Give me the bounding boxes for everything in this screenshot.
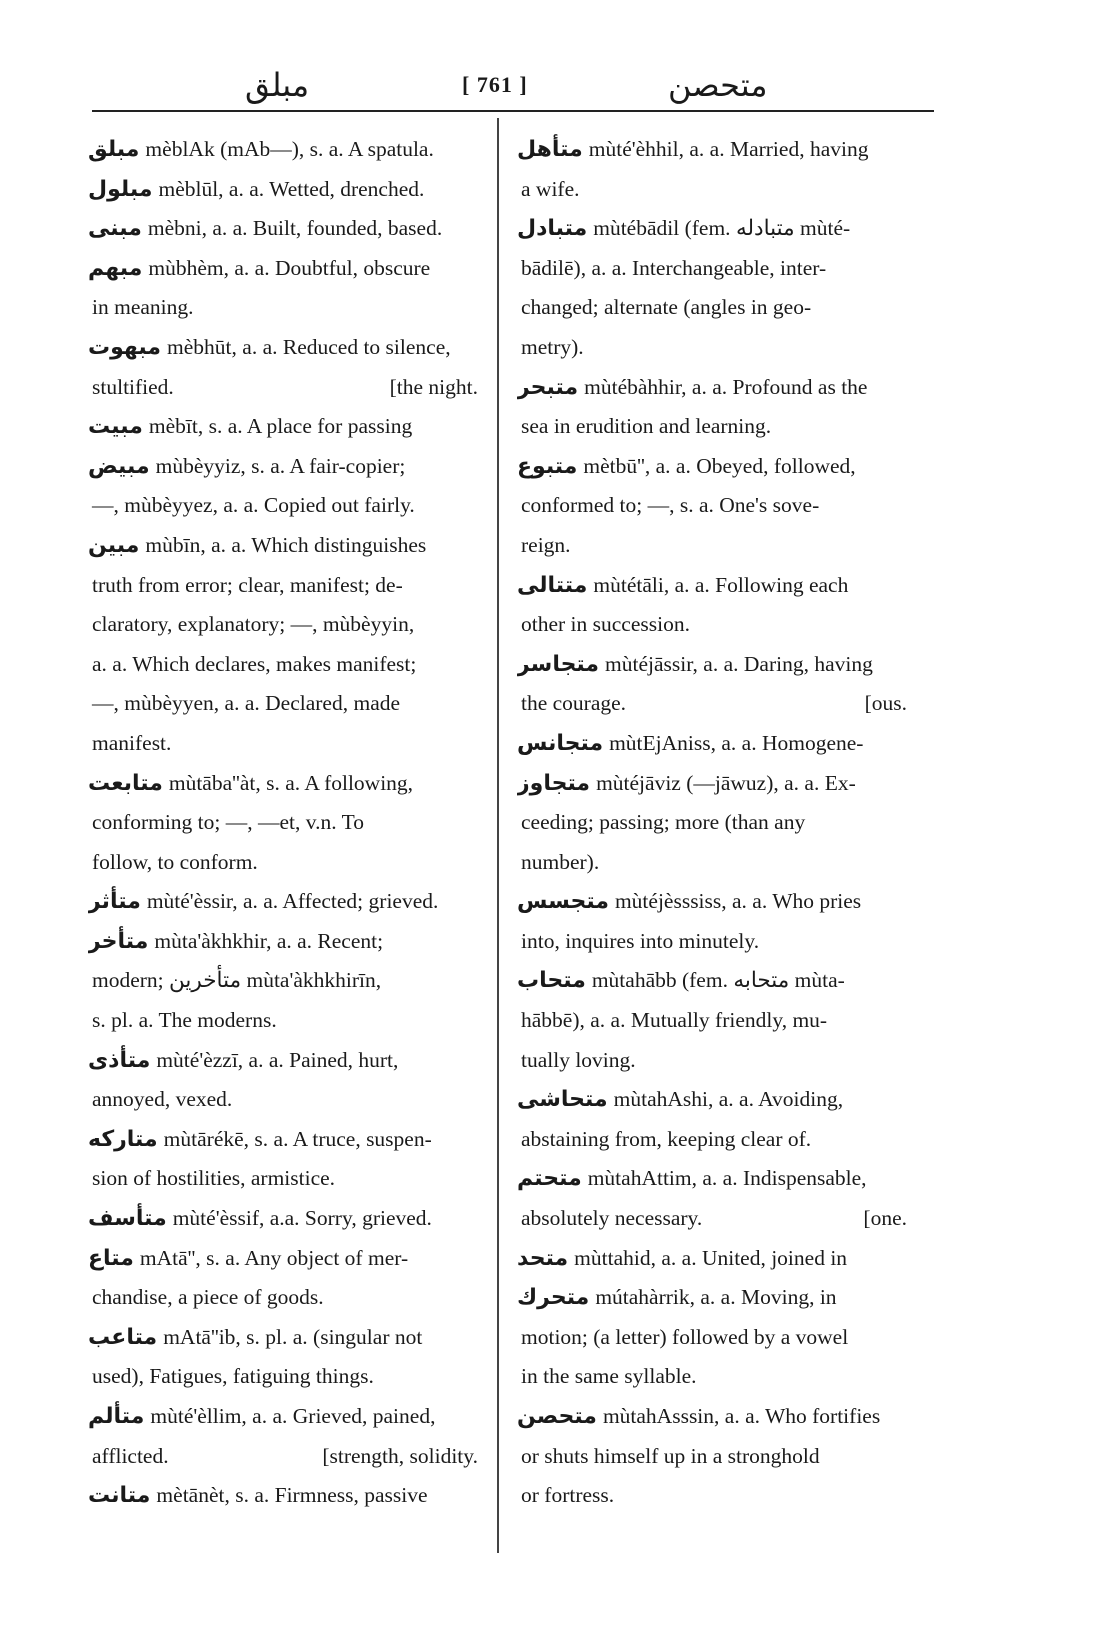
entry-line [88,645,478,685]
entry-line [517,1239,907,1279]
entry-text: mètbū'', a. a. Obeyed, followed, [583,453,856,478]
header-rule [92,110,934,112]
entry-text: changed; alternate (angles in geo- [521,295,812,320]
arabic-headword: متجسس [517,889,609,915]
entry-line [88,1080,478,1120]
entry-text: mùtāba''àt, s. a. A following, [168,770,414,795]
entry-line [517,1437,907,1477]
entry-text: bādilē), a. a. Interchangeable, inter- [521,255,827,280]
entry-text: mùté'èllim, a. a. Grieved, pained, [150,1404,436,1428]
entry-line [517,328,907,368]
arabic-headword: متحصن [517,1404,597,1429]
entry-line [517,526,907,566]
entry-text: mùttahid, a. a. United, joined in [574,1245,848,1270]
entry-line [517,170,907,210]
entry-line [88,1159,478,1199]
entry-line [88,209,478,249]
arabic-headword: متابعت [88,770,163,796]
entry-line [88,724,478,764]
entry-text: abstaining from, keeping clear of. [521,1126,812,1151]
entry-text: chandise, a piece of goods. [92,1285,324,1310]
entry-line [517,724,907,764]
entry-line [517,1080,907,1120]
entry-line [88,1199,478,1239]
entry-line [88,249,478,289]
entry-text: mAtā''ib, s. pl. a. (singular not [163,1324,423,1349]
entry-line [88,922,478,962]
entry-text: hābbē), a. a. Mutually friendly, mu- [521,1008,828,1033]
arabic-headword: متحرك [517,1285,590,1311]
entry-text: mèblūl, a. a. Wetted, drenched. [158,176,425,201]
entry-line [517,407,907,447]
entry-text: mùtahābb (fem. متحابه mùta- [591,968,845,993]
entry-text: or fortress. [521,1483,615,1508]
entry-text: number). [521,849,600,874]
arabic-headword: متبحر [517,374,579,400]
entry-line [517,1001,907,1041]
entry-line [88,486,478,526]
arabic-headword: مبنى [88,216,142,242]
entry-line [517,922,907,962]
entry-line [88,1041,478,1081]
arabic-headword: متجانس [517,730,604,756]
entry-text: afflicted. [92,1443,169,1468]
arabic-headword: متجاوز [517,770,591,796]
entry-text: mùtéjèsssiss, a. a. Who pries [614,889,862,914]
entry-text: mùtébādil (fem. متبادله mùté- [593,216,851,241]
entry-line [517,684,907,724]
entry-text: mAtā'', s. a. Any object of mer- [139,1245,409,1270]
entry-line [88,1001,478,1041]
entry-text: sea in erudition and learning. [521,414,772,439]
entry-text: or shuts himself up in a stronghold [521,1443,820,1468]
entry-line [517,486,907,526]
entry-text: —, mùbèyyez, a. a. Copied out fairly. [92,493,415,518]
entry-line [517,1041,907,1081]
arabic-headword: متاعب [88,1324,158,1350]
arabic-headword: متأثر [88,889,141,915]
entry-text: mùbèyyiz, s. a. A fair-copier; [155,453,406,478]
arabic-headword: متأسف [88,1206,167,1232]
arabic-headword: متحاب [517,968,586,994]
entry-line [88,1239,478,1279]
entry-text: ceeding; passing; more (than any [521,810,806,835]
entry-text: mùta'àkhkhir, a. a. Recent; [154,928,384,953]
left-column [88,130,478,1516]
entry-text: manifest. [92,730,172,755]
entry-text: mùté'èzzī, a. a. Pained, hurt, [156,1047,399,1072]
entry-text: into, inquires into minutely. [521,928,760,953]
column-divider [497,118,499,1553]
entry-line [517,803,907,843]
arabic-headword: متأخر [88,928,149,954]
entry-line [517,1397,907,1437]
arabic-headword: متبادل [517,216,588,242]
entry-line [517,605,907,645]
entry-text: a wife. [521,176,580,201]
header-left-catchword: مبلق [245,66,310,104]
entry-line [517,764,907,804]
entry-text: other in succession. [521,612,690,637]
entry-line [517,1476,907,1516]
entry-line [88,1437,478,1477]
entry-line [517,645,907,685]
arabic-headword: متحاشى [517,1087,608,1113]
arabic-headword: مبيت [88,414,143,440]
entry-line [88,684,478,724]
entry-text: sion of hostilities, armistice. [92,1166,336,1191]
entry-text: mèbhūt, a. a. Reduced to silence, [167,334,451,359]
entry-line [88,803,478,843]
entry-text: mèblAk (mAb—), s. a. A spatula. [145,137,434,161]
bracket-continuation: [ous. [864,691,907,716]
entry-line [88,961,478,1001]
entry-text: mútahàrrik, a. a. Moving, in [595,1285,837,1310]
entry-line [517,843,907,883]
page-header [90,60,935,110]
entry-line [88,1318,478,1358]
entry-line [517,209,907,249]
entry-line [88,605,478,645]
entry-line [88,288,478,328]
entry-text: reign. [521,532,571,557]
entry-text: absolutely necessary. [521,1206,703,1231]
entry-text: mùté'èssif, a.a. Sorry, grieved. [172,1206,432,1231]
entry-line [517,249,907,289]
entry-text: mùtahAsssin, a. a. Who fortifies [602,1404,881,1428]
entry-line [88,1278,478,1318]
entry-text: conforming to; —, —et, v.n. To [92,810,364,835]
entry-text: motion; (a letter) followed by a vowel [521,1324,849,1349]
bracket-continuation: [the night. [389,374,478,399]
entry-text: —, mùbèyyen, a. a. Declared, made [92,691,401,716]
arabic-headword: متانت [88,1483,151,1509]
header-right-catchword: متحصن [668,66,768,104]
page-number: [ 761 ] [462,72,528,97]
arabic-headword: مبيض [88,453,150,479]
entry-line [517,566,907,606]
entry-line [88,882,478,922]
entry-text: used), Fatigues, fatiguing things. [92,1364,374,1389]
entry-line [88,170,478,210]
entry-text: mùtahAshi, a. a. Avoiding, [613,1087,844,1112]
entry-text: mùtéjāssir, a. a. Daring, having [605,651,873,676]
entry-line [88,407,478,447]
entry-line [88,764,478,804]
entry-line [88,843,478,883]
entry-line [88,1476,478,1516]
entry-line [88,447,478,487]
arabic-headword: مبهم [88,255,143,281]
entry-text: mètānèt, s. a. Firmness, passive [156,1483,428,1508]
entry-text: mùtEjAniss, a. a. Homogene- [609,730,864,755]
arabic-headword: متاع [88,1245,134,1271]
entry-text: mèbīt, s. a. A place for passing [148,414,413,439]
entry-text: modern; متأخرين mùta'àkhkhirīn, [92,968,382,993]
bracket-continuation: [strength, solidity. [322,1443,478,1468]
entry-line [517,1159,907,1199]
arabic-headword: مبلول [88,176,153,202]
entry-line [517,1318,907,1358]
entry-text: stultified. [92,374,174,399]
entry-text: mùtétāli, a. a. Following each [593,572,849,597]
entry-text: mèbni, a. a. Built, founded, based. [147,216,443,241]
entry-line [517,1120,907,1160]
arabic-headword: مبين [88,532,140,558]
entry-text: claratory, explanatory; —, mùbèyyin, [92,612,415,637]
entry-line [88,1120,478,1160]
entry-line [88,328,478,368]
arabic-headword: متجاسر [517,651,600,677]
entry-text: the courage. [521,691,627,716]
entry-line [517,288,907,328]
entry-line [517,1199,907,1239]
entry-text: mùtārékē, s. a. A truce, suspen- [163,1126,432,1151]
entry-text: in the same syllable. [521,1364,697,1389]
entry-line [88,1397,478,1437]
entry-line [517,1357,907,1397]
arabic-headword: متألم [88,1404,145,1429]
entry-text: conformed to; —, s. a. One's sove- [521,493,820,518]
arabic-headword: متأهل [517,137,583,162]
entry-text: truth from error; clear, manifest; de- [92,572,403,597]
entry-line [88,368,478,408]
entry-text: mùbīn, a. a. Which distinguishes [145,532,427,557]
entry-line [88,130,478,170]
entry-text: a. a. Which declares, makes manifest; [92,651,417,676]
entry-line [517,1278,907,1318]
entry-text: tually loving. [521,1047,636,1072]
entry-line [517,961,907,1001]
arabic-headword: متحد [517,1245,569,1271]
entry-text: s. pl. a. The moderns. [92,1008,277,1033]
entry-text: in meaning. [92,295,194,320]
entry-line [88,1357,478,1397]
entry-text: mùtébàhhir, a. a. Profound as the [584,374,868,399]
arabic-headword: مبلق [88,137,140,162]
arabic-headword: متبوع [517,453,578,479]
right-column [517,130,907,1516]
entry-text: mùtahAttim, a. a. Indispensable, [587,1166,867,1191]
entry-line [517,447,907,487]
arabic-headword: مبهوت [88,334,162,360]
entry-text: metry). [521,334,584,359]
entry-line [517,130,907,170]
entry-text: mùbhèm, a. a. Doubtful, obscure [148,255,431,280]
entry-text: follow, to conform. [92,849,258,874]
entry-text: mùté'èhhil, a. a. Married, having [588,137,869,161]
entry-text: mùtéjāviz (—jāwuz), a. a. Ex- [596,770,856,795]
entry-text: annoyed, vexed. [92,1087,233,1112]
entry-line [517,368,907,408]
arabic-headword: متأذى [88,1047,151,1073]
arabic-headword: متتالى [517,572,588,598]
arabic-headword: متحتم [517,1166,582,1192]
entry-line [88,526,478,566]
arabic-headword: متاركه [88,1126,158,1152]
entry-line [88,566,478,606]
entry-line [517,882,907,922]
bracket-continuation: [one. [863,1206,907,1231]
entry-text: mùté'èssir, a. a. Affected; grieved. [146,889,439,914]
